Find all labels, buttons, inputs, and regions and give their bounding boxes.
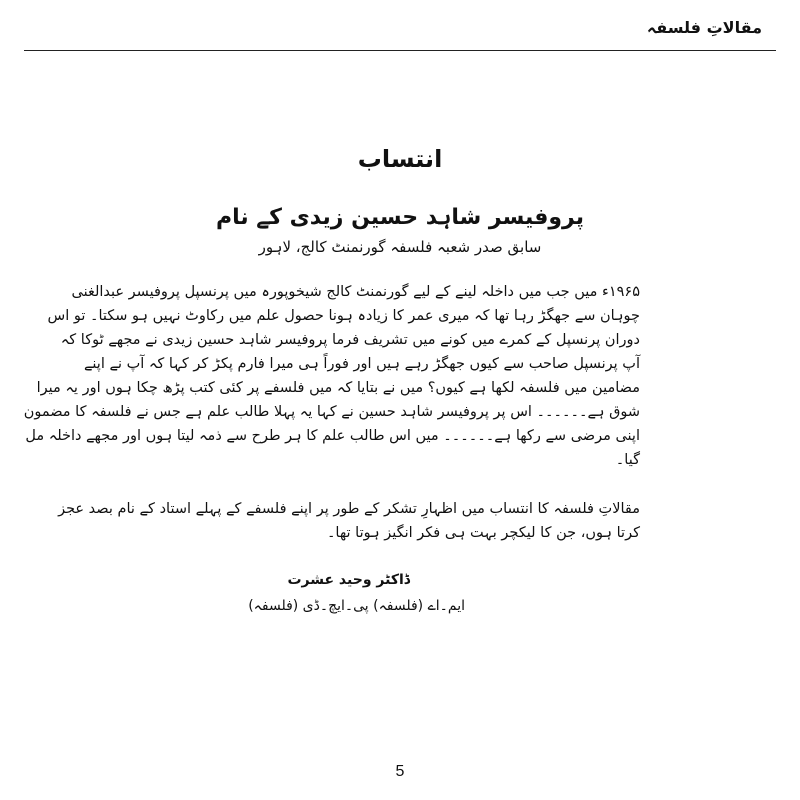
paragraph-line: گیا۔	[615, 452, 640, 468]
dedication-paragraph-1	[23, 280, 640, 472]
paragraph-line: اپنی مرضی سے رکھا ہے۔۔۔۔۔۔ میں اس طالب علم کا ہر طرح سے ذمہ لیتا ہوں اور مجھے داخلہ مل	[25, 428, 640, 444]
header-rule	[24, 50, 776, 51]
running-header: مقالاتِ فلسفہ	[646, 18, 762, 37]
paragraph-line: دوران پرنسپل کے کمرے میں کونے میں تشریف فرما پروفیسر شاہد حسین زیدی نے مجھے ٹوکا کہ	[60, 332, 640, 348]
paragraph-line: آپ پرنسپل صاحب سے کیوں جھگڑ رہے ہیں اور فوراً ہی میرا فارم پکڑ کر کہا کہ آپ نے اپنے	[83, 356, 640, 372]
paragraph-line: شوق ہے۔۔۔۔۔۔ اس پر پروفیسر شاہد حسین نے کہا یہ پہلا طالب علم ہے جس نے فلسفہ کا مضمون	[23, 404, 640, 420]
dedicatee-name: پروفیسر شاہد حسین زیدی کے نام	[215, 205, 585, 230]
author-signature-name: ڈاکٹر وحید عشرت	[287, 572, 410, 588]
dedicatee-designation: سابق صدر شعبہ فلسفہ گورنمنٹ کالج، لاہور	[258, 238, 542, 256]
paragraph-line: مضامین میں فلسفہ لکھا ہے کیوں؟ میں نے بتایا کہ میں فلسفے پر کئی کتب پڑھ چکا ہوں اور یہ میرا	[36, 380, 640, 396]
author-degrees: ایم۔اے (فلسفہ) پی۔ایچ۔ڈی (فلسفہ)	[248, 598, 465, 614]
paragraph-line: کرتا ہوں، جن کا لیکچر بہت ہی فکر انگیز ہوتا تھا۔	[326, 525, 640, 541]
paragraph-line: چوہان سے جھگڑ رہا تھا کہ میری عمر کا زیادہ ہونا حصول علم میں رکاوٹ نہیں ہو سکتا۔ تو اس	[47, 308, 640, 324]
dedication-paragraph-2	[58, 497, 640, 545]
paragraph-line: ۱۹۶۵ء میں جب میں داخلہ لینے کے لیے گورنمنٹ کالج شیخوپورہ میں پرنسپل پروفیسر عبدالغنی	[71, 284, 640, 300]
dedication-title: انتساب	[357, 145, 443, 173]
page-number: 5	[395, 763, 405, 780]
paragraph-line: مقالاتِ فلسفہ کا انتساب میں اظہارِ تشکر کے طور پر اپنے فلسفے کے پہلے استاد کے نام بصد عجز	[58, 501, 640, 517]
